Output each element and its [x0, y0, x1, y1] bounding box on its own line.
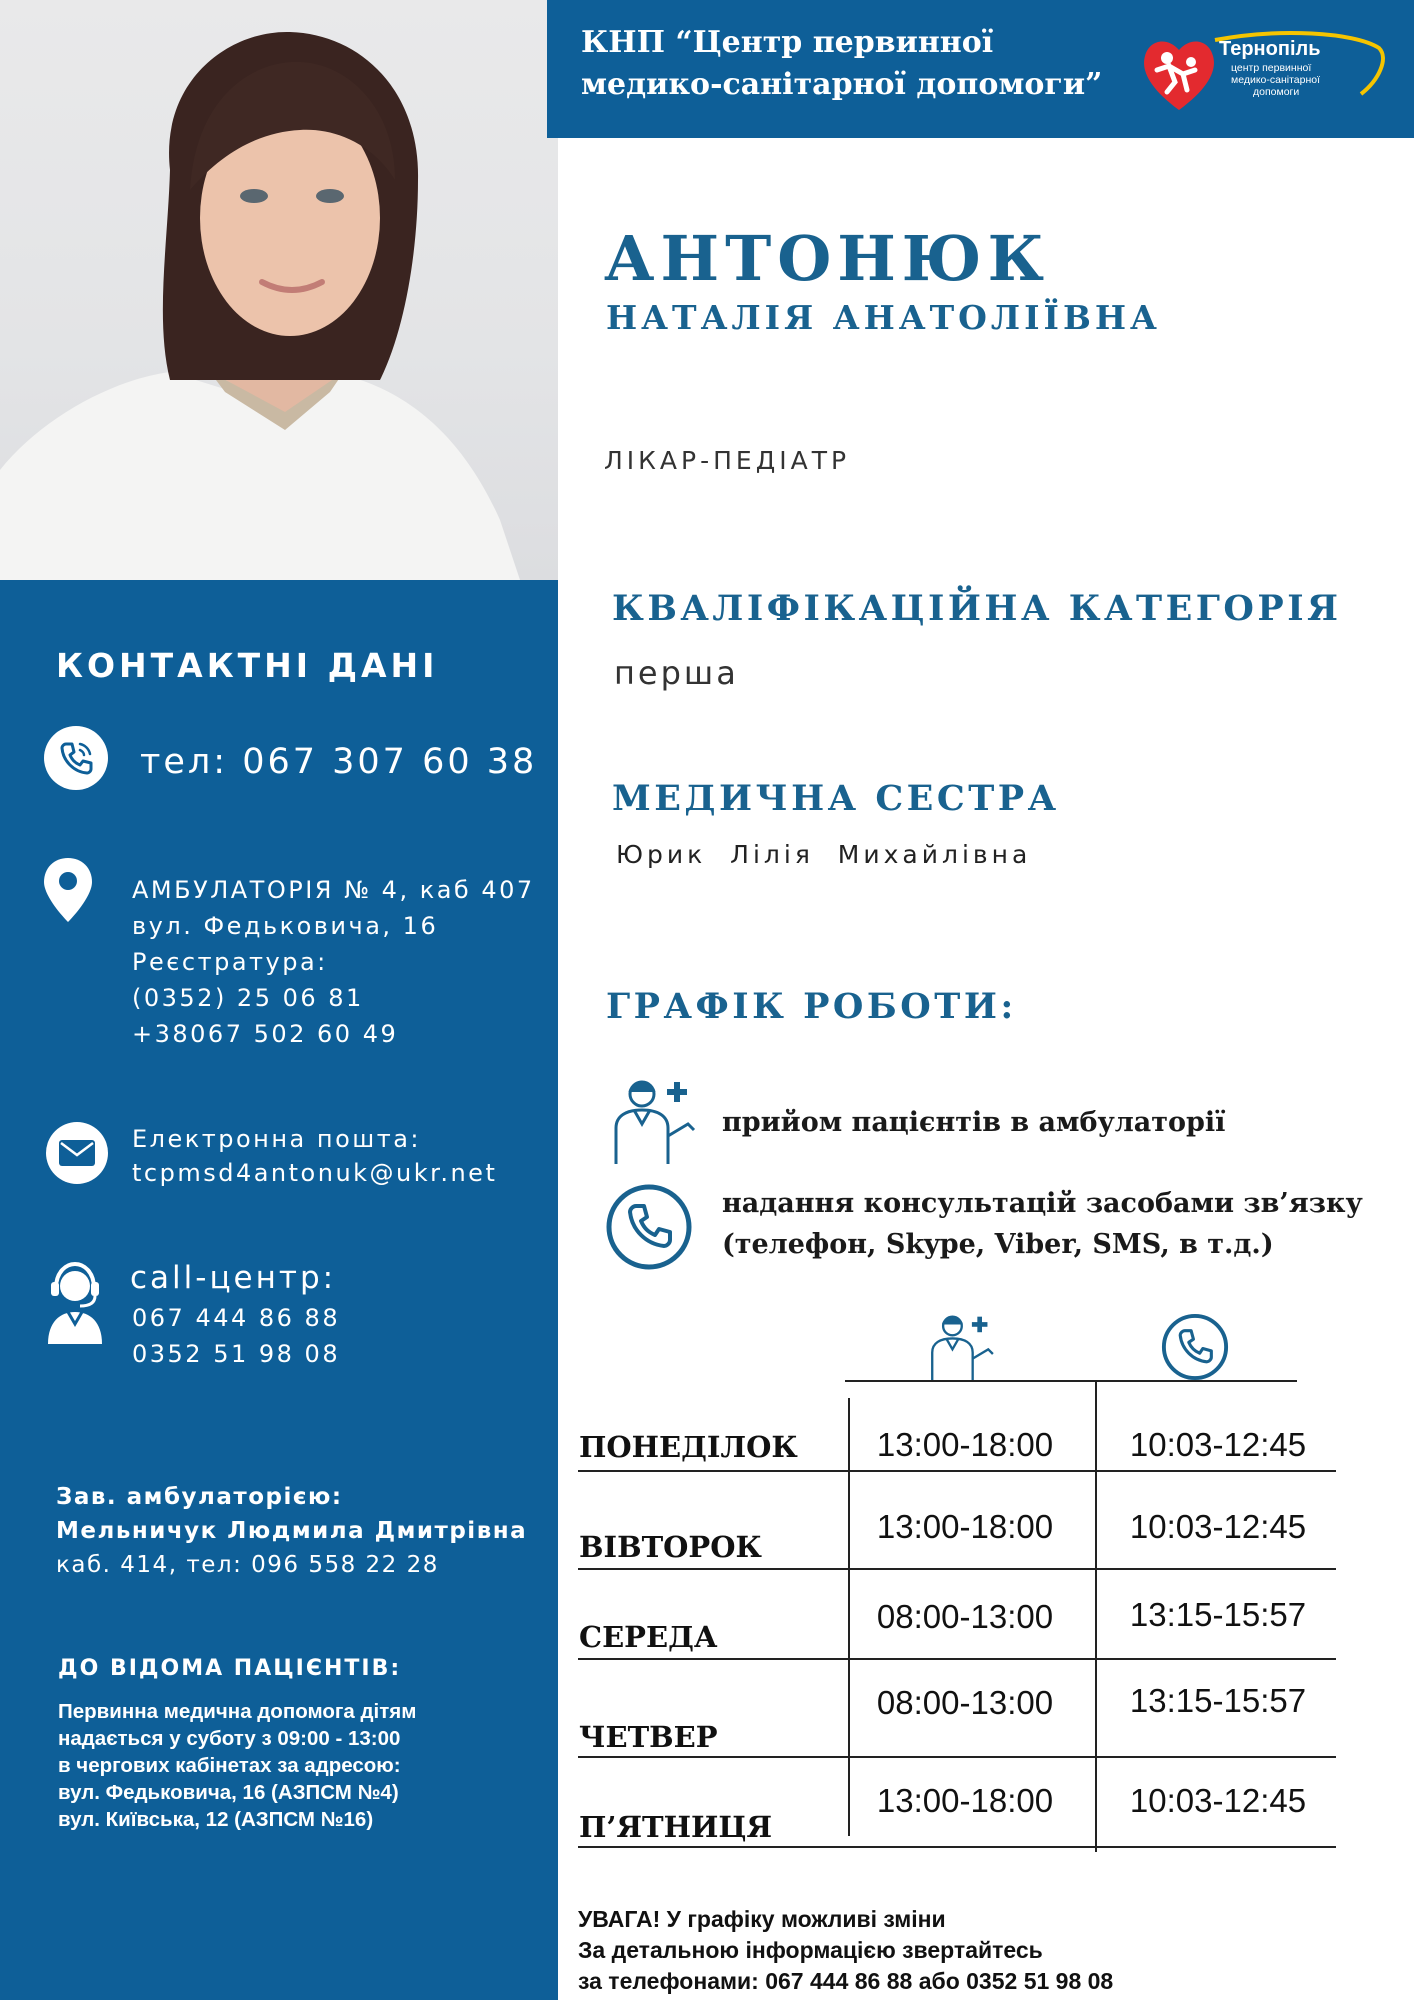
table-clinic-column-icon	[926, 1312, 996, 1382]
head-of-clinic-block	[56, 1480, 527, 1582]
table-row-rule	[578, 1470, 1336, 1472]
registry-phone-1[interactable]: (0352) 25 06 81	[132, 984, 364, 1012]
schedule-clinic-time: 08:00-13:00	[876, 1598, 1054, 1635]
email-icon	[46, 1122, 108, 1184]
footer-warning: УВАГА! У графіку можливі зміни	[578, 1906, 946, 1932]
schedule-clinic-time: 08:00-13:00	[876, 1684, 1054, 1721]
logo-text	[1219, 38, 1321, 98]
schedule-day: ЧЕТВЕР	[579, 1720, 718, 1754]
schedule-clinic-time: 13:00-18:00	[876, 1426, 1054, 1463]
qualification-value: перша	[614, 654, 739, 692]
notice-text	[58, 1698, 416, 1833]
doctor-photo	[0, 0, 558, 580]
logo-city: Тернопіль	[1219, 38, 1321, 60]
organization-name	[581, 22, 1102, 106]
table-row-rule	[578, 1846, 1336, 1848]
logo-subtitle	[1219, 62, 1321, 98]
contacts-panel	[0, 580, 558, 2000]
logo-sub-line2: медико-санітарної	[1231, 74, 1321, 86]
registry-phone-2[interactable]: +38067 502 60 49	[132, 1020, 399, 1048]
email-address[interactable]: tcpmsd4antonuk@ukr.net	[132, 1159, 498, 1187]
phone-icon	[44, 726, 108, 790]
notice-line: надається у суботу з 09:00 - 13:00	[58, 1727, 401, 1750]
location-pin-icon	[42, 856, 94, 924]
doctor-icon	[608, 1076, 698, 1166]
address-line: АМБУЛАТОРІЯ № 4, каб 407	[132, 876, 535, 904]
schedule-day: ВІВТОРОК	[579, 1530, 762, 1564]
head-contact[interactable]: каб. 414, тел: 096 558 22 28	[56, 1552, 439, 1578]
head-label: Зав. амбулаторією:	[56, 1484, 343, 1510]
email-label: Електронна пошта:	[132, 1125, 421, 1153]
schedule-title: ГРАФІК РОБОТИ:	[606, 986, 1017, 1027]
qualification-title: КВАЛІФІКАЦІЙНА КАТЕГОРІЯ	[612, 588, 1342, 629]
address-street: вул. Федьковича, 16	[132, 912, 439, 940]
legend-remote-text	[722, 1183, 1363, 1265]
registry-label: Реєстратура:	[132, 948, 328, 976]
notice-line: в чергових кабінетах за адресою:	[58, 1754, 401, 1777]
contacts-title: КОНТАКТНІ ДАНІ	[56, 646, 439, 685]
schedule-remote-time: 13:15-15:57	[1129, 1682, 1307, 1719]
org-name-line1: КНП “Центр первинної	[581, 25, 994, 60]
doctor-phone[interactable]: тел: 067 307 60 38	[140, 742, 538, 782]
email-block	[132, 1122, 497, 1190]
call-center-label: call-центр:	[130, 1260, 337, 1296]
table-row-rule	[578, 1756, 1336, 1758]
footer-line: За детальною інформацією звертайтесь	[578, 1937, 1043, 1963]
doctor-portrait-image	[0, 0, 558, 580]
schedule-clinic-time: 13:00-18:00	[876, 1782, 1054, 1819]
schedule-remote-time: 13:15-15:57	[1129, 1596, 1307, 1633]
nurse-name: Юрик Лілія Михайлівна	[616, 840, 1032, 869]
nurse-title: МЕДИЧНА СЕСТРА	[612, 778, 1060, 819]
logo-sub-line3: допомоги	[1253, 86, 1300, 98]
call-center-phone-2[interactable]: 0352 51 98 08	[132, 1340, 341, 1368]
legend-clinic-text: прийом пацієнтів в амбулаторії	[722, 1107, 1226, 1138]
schedule-day: ПОНЕДІЛОК	[579, 1430, 798, 1464]
footer-note	[578, 1904, 1113, 1997]
call-center-block	[130, 1256, 340, 1372]
call-center-operator-icon	[44, 1260, 106, 1344]
schedule-day: СЕРЕДА	[579, 1620, 718, 1654]
address-block	[132, 872, 535, 1052]
doctor-surname: АНТОНЮК	[604, 222, 1050, 295]
org-name-line2: медико-санітарної допомоги”	[581, 67, 1103, 102]
notice-title: ДО ВІДОМА ПАЦІЄНТІВ:	[58, 1656, 402, 1681]
doctor-given-names: НАТАЛІЯ АНАТОЛІЇВНА	[606, 298, 1161, 337]
table-header-rule	[845, 1380, 1297, 1382]
schedule-clinic-time: 13:00-18:00	[876, 1508, 1054, 1545]
notice-line: вул. Київська, 12 (АЗПСМ №16)	[58, 1808, 374, 1831]
schedule-remote-time: 10:03-12:45	[1129, 1508, 1307, 1545]
doctor-role: ЛІКАР-ПЕДІАТР	[604, 446, 851, 475]
footer-phones: за телефонами: 067 444 86 88 або 0352 51 98 08	[578, 1968, 1114, 1994]
schedule-remote-time: 10:03-12:45	[1129, 1782, 1307, 1819]
notice-line: Первинна медична допомога дітям	[58, 1700, 417, 1723]
table-row-rule	[578, 1658, 1336, 1660]
remote-phone-icon	[604, 1182, 694, 1272]
head-name: Мельничук Людмила Дмитрівна	[56, 1518, 528, 1544]
legend-remote-line1: надання консультацій засобами зв’язку	[722, 1188, 1363, 1219]
table-row-rule	[578, 1568, 1336, 1570]
legend-remote-line2: (телефон, Skype, Viber, SMS, в т.д.)	[722, 1229, 1274, 1260]
call-center-phone-1[interactable]: 067 444 86 88	[132, 1304, 341, 1332]
schedule-day: П’ЯТНИЦЯ	[579, 1810, 773, 1844]
notice-line: вул. Федьковича, 16 (АЗПСМ №4)	[58, 1781, 399, 1804]
logo-sub-line1: центр первинної	[1231, 62, 1312, 74]
table-divider	[1095, 1382, 1097, 1852]
logo	[1139, 30, 1389, 120]
schedule-remote-time: 10:03-12:45	[1129, 1426, 1307, 1463]
header-band	[547, 0, 1414, 138]
table-remote-column-icon	[1160, 1312, 1230, 1382]
